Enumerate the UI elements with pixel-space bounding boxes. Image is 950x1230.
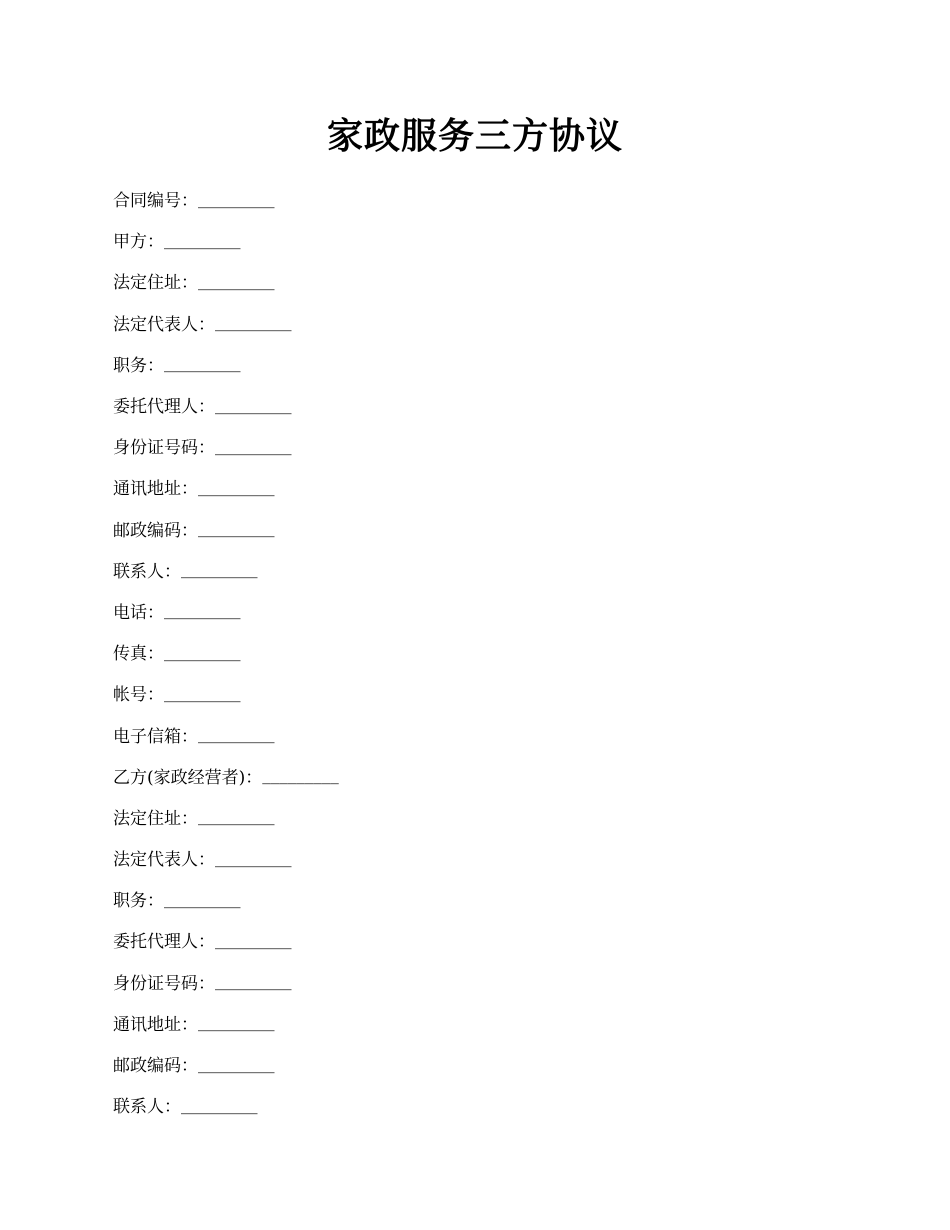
field-party-a-phone	[113, 590, 833, 631]
field-label: 身份证号码：	[113, 438, 215, 459]
field-party-b-postal-code	[113, 1043, 833, 1084]
field-party-a-agent	[113, 384, 833, 425]
field-blank: _________	[198, 806, 275, 827]
field-party-b-id-number	[113, 961, 833, 1002]
document-title: 家政服务三方协议	[326, 115, 623, 157]
field-label: 联系人：	[113, 561, 181, 582]
field-label: 电子信箱：	[113, 726, 198, 747]
field-label: 法定住址：	[113, 273, 198, 294]
field-blank: _________	[198, 188, 275, 209]
field-party-a-mailing-address	[113, 466, 833, 507]
field-label: 委托代理人：	[113, 932, 215, 953]
field-label: 合同编号：	[113, 191, 198, 212]
field-blank: _________	[164, 353, 241, 374]
field-party-b	[113, 755, 833, 796]
field-label: 邮政编码：	[113, 520, 198, 541]
field-contract-number	[113, 178, 833, 219]
field-blank: _________	[198, 724, 275, 745]
field-party-a-position	[113, 343, 833, 384]
field-blank: _________	[215, 312, 292, 333]
field-label: 通讯地址：	[113, 479, 198, 500]
field-label: 通讯地址：	[113, 1014, 198, 1035]
field-party-a-email	[113, 713, 833, 754]
field-party-b-address	[113, 796, 833, 837]
field-party-a-address	[113, 260, 833, 301]
field-blank: _________	[181, 559, 258, 580]
field-blank: _________	[215, 435, 292, 456]
field-label: 帐号：	[113, 685, 164, 706]
field-blank: _________	[164, 888, 241, 909]
field-blank: _________	[198, 518, 275, 539]
field-label: 法定代表人：	[113, 850, 215, 871]
field-blank: _________	[198, 1012, 275, 1033]
field-party-b-mailing-address	[113, 1002, 833, 1043]
field-label: 联系人：	[113, 1097, 181, 1118]
field-party-b-position	[113, 878, 833, 919]
field-party-b-agent	[113, 919, 833, 960]
field-party-a-fax	[113, 631, 833, 672]
field-blank: _________	[164, 641, 241, 662]
field-blank: _________	[215, 394, 292, 415]
field-party-a-id-number	[113, 425, 833, 466]
field-blank: _________	[164, 229, 241, 250]
field-label: 电话：	[113, 602, 164, 623]
field-blank: _________	[198, 1053, 275, 1074]
field-label: 委托代理人：	[113, 397, 215, 418]
field-party-b-legal-rep	[113, 837, 833, 878]
field-label: 甲方：	[113, 232, 164, 253]
field-label: 乙方(家政经营者)：	[113, 767, 263, 788]
field-party-b-contact	[113, 1084, 833, 1125]
field-party-a-legal-rep	[113, 302, 833, 343]
field-label: 法定住址：	[113, 808, 198, 829]
field-party-a-contact	[113, 549, 833, 590]
field-label: 法定代表人：	[113, 314, 215, 335]
field-blank: _________	[215, 929, 292, 950]
field-party-a-postal-code	[113, 508, 833, 549]
field-party-a-account	[113, 672, 833, 713]
field-label: 传真：	[113, 644, 164, 665]
field-label: 邮政编码：	[113, 1056, 198, 1077]
field-blank: _________	[164, 682, 241, 703]
field-blank: _________	[262, 765, 339, 786]
field-party-a	[113, 219, 833, 260]
field-label: 职务：	[113, 355, 164, 376]
field-label: 职务：	[113, 891, 164, 912]
field-label: 身份证号码：	[113, 973, 215, 994]
field-blank: _________	[198, 476, 275, 497]
field-blank: _________	[164, 600, 241, 621]
field-blank: _________	[181, 1094, 258, 1115]
contract-field-list	[113, 178, 833, 1125]
field-blank: _________	[215, 847, 292, 868]
field-blank: _________	[215, 971, 292, 992]
field-blank: _________	[198, 270, 275, 291]
